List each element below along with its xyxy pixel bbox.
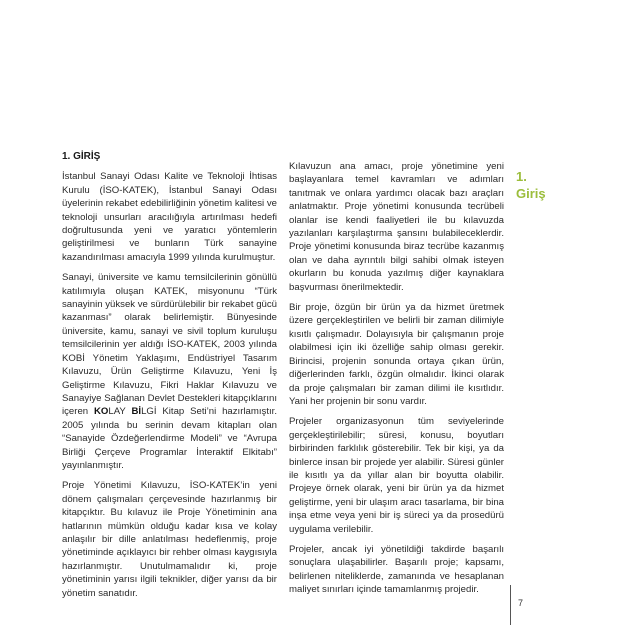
paragraph-katek-text-a: Sanayi, üniversite ve kamu temsilcilerinin gönüllü katılımıyla oluşan KATEK, misyonunu “Türk sanayinin yüksek ve sürdürülebilir bir rekabet gücü kazanması” olarak belirlemiştir. Bünyesinde üniversite, kamu, sanayi ve sivil toplum kuruluşu temsilcilerinin yer aldığı İSO-KATEK, 2003 yılında KOBİ Yönetim Yaklaşımı, Endüstriyel Tasarım Kılavuzu, Ürün Geliştirme Kılavuzu, Yeni İş Geliştirme Kılavuzu, Fikri Haklar Kılavuzu ve Sanayiye Sağlanan Devlet Destekleri kitapçıklarını içeren: [62, 272, 277, 418]
page-number: 7: [518, 598, 524, 608]
paragraph-purpose: Kılavuzun ana amacı, proje yönetimine yeni başlayanlara temel kavramları ve adımları tanıtmak ve onlara yardımcı olacak bazı araçları anlatmaktır. Proje yönetimi konusunda tecrübeli olanlar ise kendi faaliyetleri ile bu kılavuzda yazılanları karşılaştırma şansını bulabileceklerdir. Proje yönetimi konusunda biraz tecrübe kazanmış olan ve daha ayrıntılı bilgi sahibi olmak isteyen okurların bu konuda yazılmış diğer kaynaklara başvurması önerilmektedir.: [289, 161, 504, 293]
paragraph-intro: İstanbul Sanayi Odası Kalite ve Teknoloji İhtisas Kurulu (İSO-KATEK), İstanbul Sanayi Odası üyelerinin rekabet edebilirliğinin yönetim kalitesi ve teknoloji unsurları aracılığıyla artırılması hedefi doğrultusunda yeni ve yaratıcı yöntemlerin geliştirilmesi ve bunların Türk sanayine kazandırılması amacıyla 1999 yılında kurulmuştur.: [62, 171, 277, 263]
left-column: [62, 150, 277, 607]
kolay-rest: LAY: [108, 406, 132, 418]
footer-divider: [510, 585, 511, 625]
paragraph-guide: Proje Yönetimi Kılavuzu, İSO-KATEK’in yeni dönem çalışmaları çerçevesinde hazırlanmış bir kitapçıktır. Bu kılavuz ile Proje Yönetiminin ana hatlarının mümkün olduğu kadar kısa ve kolay anlaşılır bir dille anlatılması hedeflenmiş, proje yönetiminde açıklayıcı bir rehber olması kaygısıyla hazırlanmıştır. Unutulmamalıdır ki, proje yönetiminin yarısı ilgili teknikler, diğer yarısı da bir yönetim sanatıdır.: [62, 480, 277, 599]
chapter-number: 1.: [516, 169, 527, 184]
kolay-bold: KO: [93, 406, 109, 418]
paragraph-katek-text-b: LGİ Kitap Seti’ni hazırlamıştır. 2005 yılında bu serinin devam kitapları olan “Sanayide Özdeğerlendirme Modeli” ve “Avrupa Birliği Çerçeve Programlar İnteraktif Elkitabı” yayınlanmıştır.: [62, 406, 277, 471]
paragraph-levels: Projeler organizasyonun tüm seviyelerinde gerçekleştirilebilir; süresi, konusu, boyutları birbirinden farklılık gösterebilir. Tek bir kişi, ya da binlerce insan bir projede yer alabilir. Süresi günler ile kısıtlı ya da yıllar alan bir boyutta olabilir. Projeye örnek olarak, yeni bir ürün ya da hizmet geliştirme, yeni bir ulaşım aracı tasarlama, bir bina inşa etme veya yeni bir iş süreci ya da prosedürü uygulama verilebilir.: [289, 416, 504, 535]
bilgi-bold: Bİ: [131, 406, 142, 418]
section-heading: 1. GİRİŞ: [62, 151, 101, 162]
right-column: [289, 160, 504, 604]
chapter-tag: [516, 168, 546, 202]
paragraph-definition: Bir proje, özgün bir ürün ya da hizmet üretmek üzere gerçekleştirilen ve belirli bir zaman dilimiyle kısıtlı çalışmadır. Dolayısıyla bir çalışmanın proje olabilmesi için iki özelliğe sahip olması gerekir. Birincisi, projenin sonunda ortaya çıkan ürün, diğerlerinden farklı, özgün olmalıdır. İkinci olarak da proje çalışmaları bir zaman dilimi ile kısıtlıdır. Yani her projenin bir sonu vardır.: [289, 302, 504, 407]
paragraph-katek: [62, 271, 277, 472]
paragraph-success: Projeler, ancak iyi yönetildiği takdirde başarılı sonuçlara ulaşabilirler. Başarılı proje; kapsamı, belirlenen niteliklerde, zamanında ve hesaplanan maliyet sınırları içinde tamamlanmış projedir.: [289, 543, 504, 596]
chapter-title: Giriş: [516, 186, 546, 201]
